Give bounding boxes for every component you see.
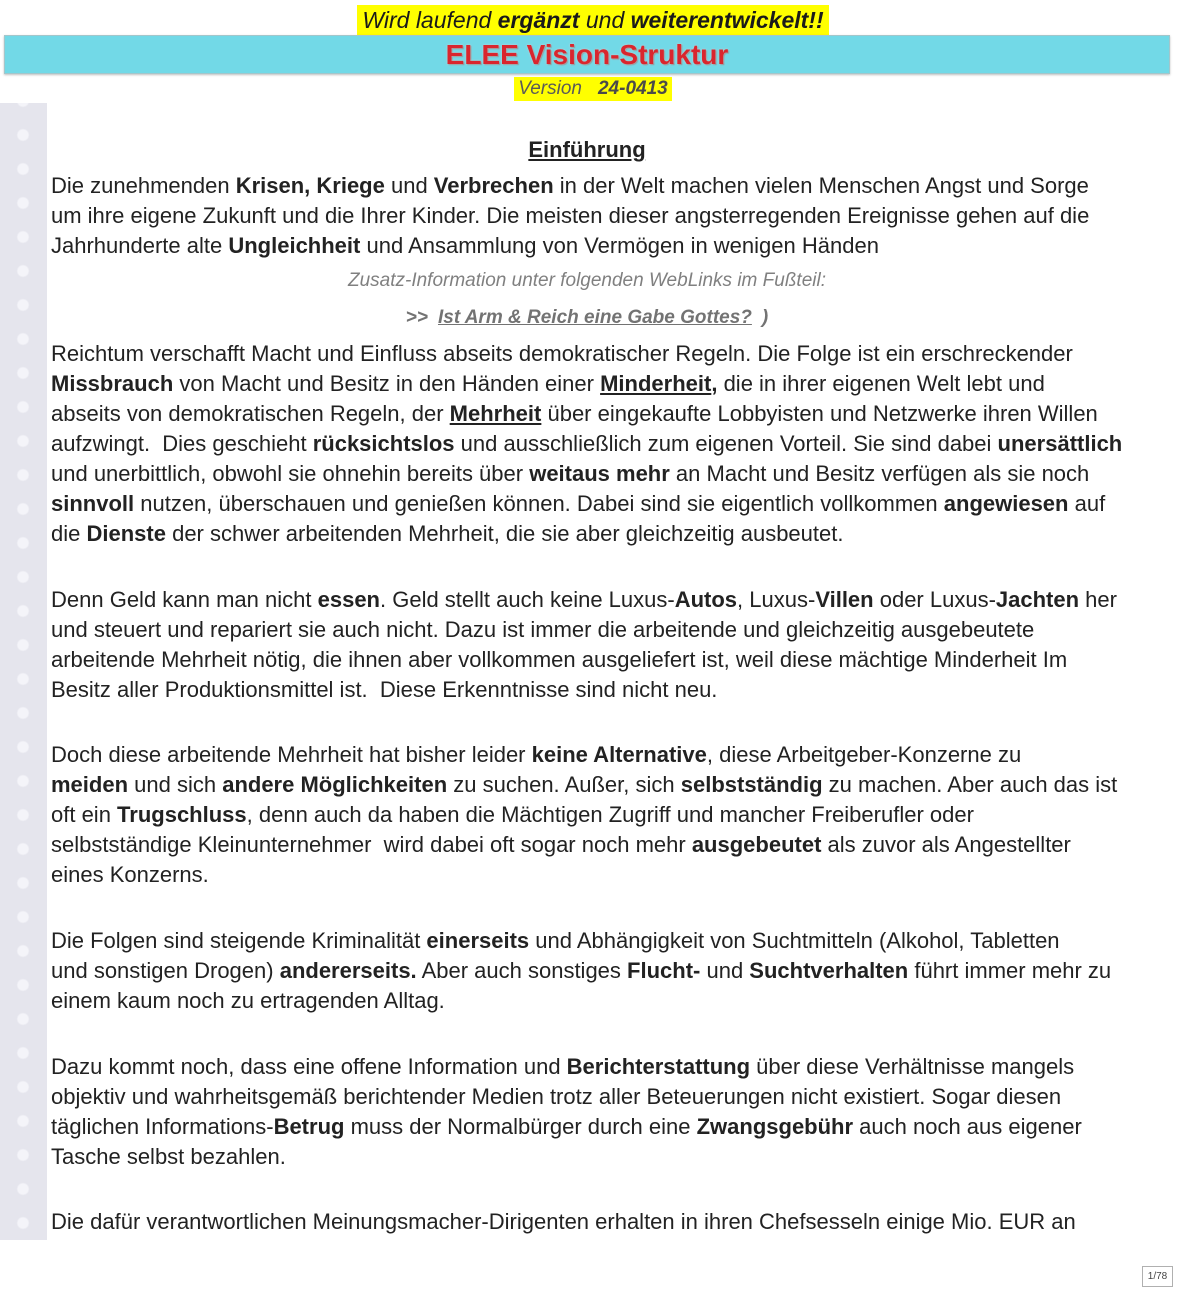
text-run: und unerbittlich, obwohl sie ohnehin bereits über [51, 461, 530, 486]
bold-text: rücksichtslos [312, 431, 455, 456]
info-note: Zusatz-Information unter folgenden WebLinks im Fußteil: [347, 270, 827, 291]
bold-text: Trugschluss [117, 802, 247, 827]
bold-text: Ungleichheit [228, 233, 361, 258]
bold-text: andererseits. [279, 958, 417, 983]
text-line [51, 986, 1123, 1016]
text-line [51, 1082, 1123, 1112]
text-line [51, 770, 1123, 800]
text-run: Besitz aller Produktionsmittel ist. Diese Erkenntnisse sind nicht neu. [51, 677, 718, 702]
version-line [0, 77, 1186, 101]
page-title: ELEE Vision-Struktur [445, 39, 729, 70]
text-run: die in ihrer eigenen Welt lebt und [717, 371, 1045, 396]
bold-text: Krisen, Kriege [235, 173, 385, 198]
text-line [51, 369, 1123, 399]
paragraph-2 [51, 339, 1123, 549]
weblink[interactable]: Ist Arm & Reich eine Gabe Gottes? [437, 307, 752, 328]
text-line [51, 615, 1123, 645]
text-run: oder Luxus- [873, 587, 996, 612]
text-run: oft ein [51, 802, 118, 827]
bold-text: Autos [674, 587, 738, 612]
bold-text: sinnvoll [51, 491, 135, 516]
text-run: um ihre eigene Zukunft und die Ihrer Kinder. Die meisten dieser angsterregenden Ereignisse gehen auf die [51, 203, 1090, 228]
bold-text: essen [317, 587, 380, 612]
text-run: zu suchen. Außer, sich [447, 772, 681, 797]
bold-text: meiden [51, 772, 129, 797]
paragraph-4 [51, 740, 1123, 890]
text-run: über eingekaufte Lobbyisten und Netzwerke ihren Willen [541, 401, 1098, 426]
paragraph-7 [51, 1207, 1123, 1237]
paragraph-1 [51, 171, 1123, 261]
text-line [51, 1207, 1123, 1237]
text-run: die [51, 521, 87, 546]
text-run: führt immer mehr zu [908, 958, 1112, 983]
text-run: auf [1068, 491, 1106, 516]
underlined-bold-text: Minderheit [600, 371, 712, 396]
text-line [51, 339, 1123, 369]
bold-text: Jachten [995, 587, 1080, 612]
paragraph-6 [51, 1052, 1123, 1172]
version-highlight [514, 77, 671, 101]
text-run: und ausschließlich zum eigenen Vorteil. Sie sind dabei [454, 431, 998, 456]
bold-text: Berichterstattung [566, 1054, 751, 1079]
text-run: Aber auch sonstiges [416, 958, 628, 983]
text-run: selbstständige Kleinunternehmer wird dabei oft sogar noch mehr [51, 832, 692, 857]
bold-text: , [711, 371, 718, 396]
text-line [51, 171, 1123, 201]
text-run: abseits von demokratischen Regeln, der [51, 401, 450, 426]
text-line [51, 675, 1123, 705]
text-line [51, 645, 1123, 675]
text-line [51, 459, 1123, 489]
text-line [51, 1112, 1123, 1142]
text-run: als zuvor als Angestellter [821, 832, 1071, 857]
text-run: Wird laufend [362, 7, 498, 33]
text-run: Tasche selbst bezahlen. [51, 1144, 286, 1169]
text-run: und Abhängigkeit von Suchtmitteln (Alkohol, Tabletten [529, 928, 1060, 953]
update-notice-highlight [357, 5, 828, 36]
text-line [51, 926, 1123, 956]
title-banner [4, 35, 1170, 74]
bold-text: Villen [815, 587, 874, 612]
bold-text: Flucht- [627, 958, 701, 983]
bold-text: keine Alternative [531, 742, 707, 767]
text-line [51, 429, 1123, 459]
text-run: objektiv und wahrheitsgemäß berichtender Medien trotz aller Beteuerungen nicht existiert. Sogar diesen [51, 1084, 1062, 1109]
text-run: Die dafür verantwortlichen Meinungsmacher-Dirigenten erhalten in ihren Chefsesseln einige Mio. EUR an [51, 1209, 1076, 1234]
text-line [51, 740, 1123, 770]
bold-text: einerseits [426, 928, 530, 953]
text-run: und [700, 958, 750, 983]
text-run: täglichen Informations- [51, 1114, 274, 1139]
text-line [51, 231, 1123, 261]
text-run: in der Welt machen vielen Menschen Angst und Sorge [553, 173, 1089, 198]
text-line [51, 956, 1123, 986]
text-run: . Geld stellt auch keine Luxus- [380, 587, 675, 612]
text-line [51, 519, 1123, 549]
text-run: einem kaum noch zu ertragenden Alltag. [51, 988, 445, 1013]
bold-text: weitaus mehr [529, 461, 670, 486]
text-line [51, 489, 1123, 519]
text-run: an Macht und Besitz verfügen als sie noch [669, 461, 1090, 486]
text-run: von Macht und Besitz in den Händen einer [173, 371, 601, 396]
text-line [51, 1142, 1123, 1172]
text-run: Reichtum verschafft Macht und Einfluss abseits demokratischer Regeln. Die Folge ist ein erschreckender [51, 341, 1073, 366]
text-run: aufzwingt. Dies geschieht [51, 431, 313, 456]
version-number: 24-0413 [597, 78, 668, 99]
text-line [51, 585, 1123, 615]
text-run: und sonstigen Drogen) [51, 958, 280, 983]
bold-text: selbstständig [680, 772, 823, 797]
text-run: und [579, 7, 631, 33]
underlined-bold-text: Mehrheit [449, 401, 542, 426]
text-line [51, 399, 1123, 429]
text-run: eines Konzerns. [51, 862, 209, 887]
bold-text: ergänzt [497, 7, 580, 33]
text-line [51, 800, 1123, 830]
text-run: Doch diese arbeitende Mehrheit hat bisher leider [51, 742, 532, 767]
link-prefix: >> [405, 307, 428, 328]
text-run: nutzen, überschauen und genießen können. Dabei sind sie eigentlich vollkommen [134, 491, 944, 516]
page-indicator: 1/78 [1142, 1266, 1173, 1287]
text-run: auch noch aus eigener [853, 1114, 1082, 1139]
text-run: Dazu kommt noch, dass eine offene Information und [51, 1054, 567, 1079]
text-run: muss der Normalbürger durch eine [344, 1114, 697, 1139]
text-run: und [384, 173, 434, 198]
text-run: arbeitende Mehrheit nötig, die ihnen aber vollkommen ausgeliefert ist, weil diese mächtige Minderheit Im [51, 647, 1068, 672]
bold-text: Suchtverhalten [749, 958, 909, 983]
weblink-line [51, 303, 1123, 333]
left-margin-strip [0, 103, 47, 1240]
text-run: , denn auch da haben die Mächtigen Zugriff und mancher Freiberufler oder [246, 802, 974, 827]
bold-text: unersättlich [997, 431, 1123, 456]
section-heading: Einführung [528, 137, 646, 162]
bold-text: Zwangsgebühr [696, 1114, 854, 1139]
update-notice [0, 5, 1186, 36]
paragraph-5 [51, 926, 1123, 1016]
text-run: , diese Arbeitgeber-Konzerne zu [706, 742, 1022, 767]
text-run: Denn Geld kann man nicht [51, 587, 318, 612]
bold-text: ausgebeutet [691, 832, 822, 857]
text-run: Die zunehmenden [51, 173, 236, 198]
bold-text: Missbrauch [51, 371, 174, 396]
bold-text: weiterentwickelt!! [630, 7, 824, 33]
link-suffix: ) [761, 307, 769, 328]
bold-text: angewiesen [943, 491, 1069, 516]
bold-text: Verbrechen [433, 173, 554, 198]
text-line [51, 860, 1123, 890]
text-run: her [1079, 587, 1117, 612]
bold-text: andere Möglichkeiten [222, 772, 448, 797]
text-run: Jahrhunderte alte [51, 233, 229, 258]
bold-text: Dienste [86, 521, 166, 546]
text-run: zu machen. Aber auch das ist [822, 772, 1118, 797]
text-run: , Luxus- [737, 587, 816, 612]
text-line [51, 1052, 1123, 1082]
paragraph-3 [51, 585, 1123, 705]
text-run: und Ansammlung von Vermögen in wenigen Händen [360, 233, 879, 258]
bold-text: Betrug [273, 1114, 345, 1139]
text-line [51, 201, 1123, 231]
text-line [51, 830, 1123, 860]
document-body [51, 135, 1123, 1237]
text-run: und steuert und repariert sie auch nicht. Dazu ist immer die arbeitende und gleichzeitig ausgebeutete [51, 617, 1035, 642]
text-run: über diese Verhältnisse mangels [750, 1054, 1075, 1079]
text-run: der schwer arbeitenden Mehrheit, die sie aber gleichzeitig ausbeutet. [165, 521, 844, 546]
text-run: Die Folgen sind steigende Kriminalität [51, 928, 427, 953]
version-label: Version [518, 78, 582, 99]
text-run: und sich [128, 772, 223, 797]
